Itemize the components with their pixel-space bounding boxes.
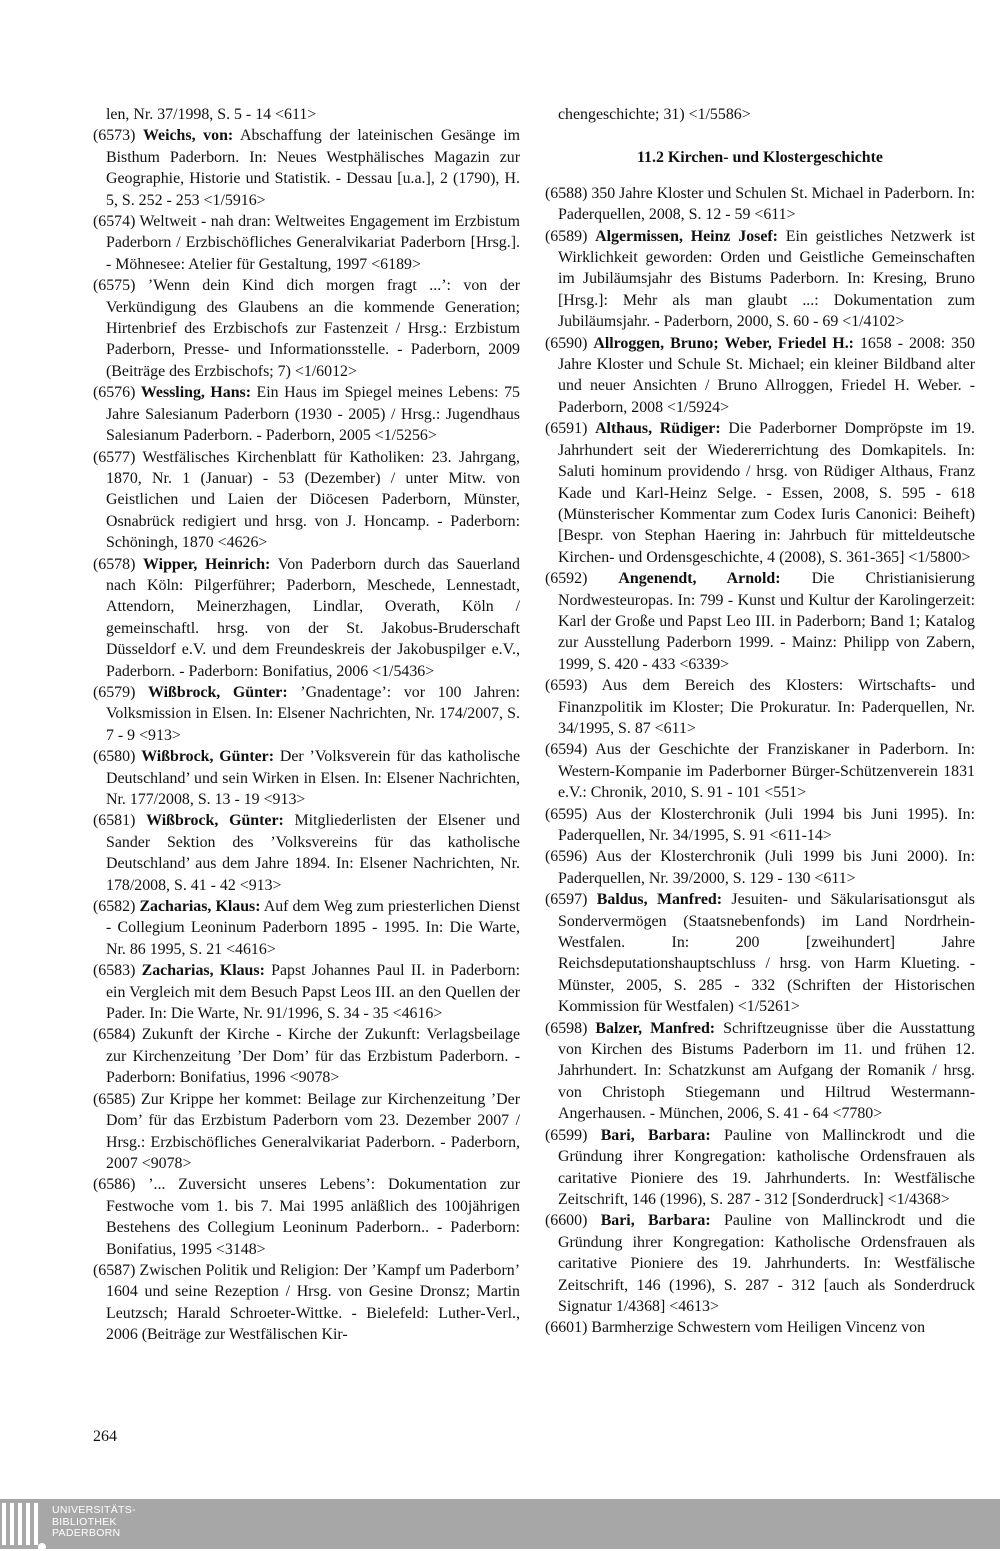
entry-text: Ein Haus im Spiegel meines Lebens: 75 Jahre Salesianum Paderborn (1930 - 2005) / Hrsg.: Jugendhaus Salesianum Paderborn. - Paderborn, 2005 <1/5256> [106,384,520,445]
entry-number: (6591) [545,420,596,438]
entry-text: ’Gnadentage’: vor 100 Jahren: Volksmission in Elsen. In: Elsener Nachrichten, Nr. 174/2007, S. 7 - 9 <913> [106,683,520,744]
entry-number: (6597) [545,891,597,909]
bibliography-entry [545,739,975,803]
bibliography-entry [93,1024,520,1088]
entry-text: Ein geistliches Netzwerk ist Wirklichkeit geworden: Orden und Geistliche Gemeinschaften im Jubiläumsjahr des Bistums Paderborn. In: Kresing, Bruno [Hrsg.]: Mehr als man glaubt ...: Dokumentation zum Jubiläumsjahr. - Paderborn, 2000, S. 60 - 69 <1/4102> [558,227,975,331]
library-name [52,1505,136,1540]
bibliography-entry [545,1125,975,1211]
entry-number: (6595) [545,805,596,823]
bibliography-entry [93,896,520,960]
bibliography-entry [545,568,975,675]
entry-number: (6578) [93,555,144,573]
entry-number: (6582) [93,898,140,916]
entry-number: (6580) [93,748,142,766]
bibliography-entry [545,418,975,568]
entry-text: Pauline von Mallinckrodt und die Gründung ihrer Kongregation: Katholische Ordensfrauen als caritative Pioniere des 19. Jahrhunderts. In: Westfälische Zeitschrift, 146 (1996), S. 287 - 312 [auch als Sonderdruck Signatur 1/4368] <4613> [558,1212,975,1315]
entry-text: Papst Johannes Paul II. in Paderborn: ein Vergleich mit dem Besuch Papst Leos III. an den Quellen der Pader. In: Die Warte, Nr. 91/1996, S. 34 - 35 <4616> [106,962,520,1023]
right-entries [545,183,975,1339]
entry-text: 350 Jahre Kloster und Schulen St. Michael in Paderborn. In: Paderquellen, 2008, S. 12 - 59 <611> [558,184,975,224]
left-entries [93,125,520,1345]
entry-text: Die Christianisierung Nordwesteuropas. In: 799 - Kunst und Kultur der Karolingerzeit: Karl der Große und Papst Leo III. in Paderborn; Band 1; Katalog zur Ausstellung Paderborn 1999. - Mainz: Philipp von Zabern, 1999, S. 420 - 433 <6339> [558,570,976,673]
entry-author: Wißbrock, Günter: [146,812,284,830]
entry-text: ’Wenn dein Kind dich morgen fragt ...’: von der Verkündigung des Glaubens an die kommende Generation; Hirtenbrief des Erzbischofs zur Fastenzeit / Hrsg.: Erzbistum Paderborn, Presse- und Informationsstelle. - Paderborn, 2009 (Beiträge des Erzbischofs; 7) <1/6012> [106,277,520,380]
entry-author: Bari, Barbara: [600,1212,711,1230]
entry-text: Aus der Klosterchronik (Juli 1999 bis Juni 2000). In: Paderquellen, Nr. 39/2000, S. 129 - 130 <611> [558,848,975,887]
entry-text: Zwischen Politik und Religion: Der ’Kampf um Paderborn’ 1604 und seine Rezeption / Hrsg. von Gesine Dronsz; Martin Leutzsch; Harald Schroeter-Wittke. - Bielefeld: Luther-Verl., 2006 (Beiträge zur Westfälischen Kir- [106,1261,520,1344]
entry-author: Weichs, von: [143,127,234,145]
bibliography-entry [93,125,520,211]
entry-text: Schriftzeugnisse über die Ausstattung von Kirchen des Bistums Paderborn im 11. und frühen 12. Jahrhundert. In: Schatzkunst am Aufgang der Romanik / hrsg. von Christoph Stiegemann und Hiltrud Westermann-Angerhausen. - München, 2006, S. 41 - 64 <7780> [558,1019,975,1123]
entry-number: (6583) [93,962,142,980]
library-name-line1: UNIVERSITÄTS- [52,1504,136,1516]
entry-author: Althaus, Rüdiger: [595,420,721,438]
entry-author: Wißbrock, Günter: [148,683,288,701]
entry-text: Von Paderborn durch das Sauerland nach Köln: Pilgerführer; Paderborn, Meschede, Lennestadt, Attendorn, Meinerzhagen, Lindlar, Overath, Köln / gemeinschaftl. hrsg. von der St. Jakobus-Bruderschaft Düsseldorf e.V. und dem Freundeskreis der Jakobuspilger e.V., Paderborn. - Paderborn: Bonifatius, 2006 <1/5436> [106,555,521,680]
entry-number: (6575) [93,277,148,295]
bibliography-entry [93,1174,520,1260]
entry-text: Weltweit - nah dran: Weltweites Engagement im Erzbistum Paderborn / Erzbischöfliches Generalvikariat Paderborn [Hrsg.]. - Möhnesee: Atelier für Gestaltung, 1997 <6189> [106,213,520,273]
bibliography-entry [93,810,520,896]
bibliography-entry [93,275,520,382]
section-heading: 11.2 Kirchen- und Klostergeschichte [636,149,883,167]
entry-text: Aus der Geschichte der Franziskaner in Paderborn. In: Western-Kompanie im Paderborner Bürger-Schützenverein 1831 e.V.: Chronik, 2010, S. 91 - 101 <551> [558,741,975,802]
entry-number: (6573) [93,127,144,145]
library-name-line2: BIBLIOTHEK [52,1515,117,1528]
entry-text: Mitgliederlisten der Elsener und Sander Sektion des ’Volksvereins für das katholische Deutschland’ aus dem Jahre 1894. In: Elsener Nachrichten, Nr. 178/2008, S. 41 - 42 <913> [106,812,520,894]
bibliography-entry [545,333,975,419]
bibliography-entry [545,183,975,226]
entry-author: Bari, Barbara: [600,1126,711,1144]
bibliography-entry [93,1089,520,1175]
entry-number: (6600) [545,1212,601,1230]
entry-number: (6579) [93,683,149,701]
entry-author: Allroggen, Bruno; Weber, Friedel H.: [593,334,854,352]
continuation-text: len, Nr. 37/1998, S. 5 - 14 <611> [106,106,317,123]
entry-author: Algermissen, Heinz Josef: [595,227,778,245]
entry-author: Zacharias, Klaus: [141,962,265,980]
entry-number: (6585) [93,1090,141,1108]
entry-text: Abschaffung der lateinischen Gesänge im Bisthum Paderborn. In: Neues Westphälisches Magazin zur Geographie, Historie und Statistik. - Dessau [u.a.], 2 (1790), H. 5, S. 252 - 253 <1/5916> [106,127,520,209]
entry-number: (6594) [545,741,596,759]
bibliography-entry [545,1317,975,1338]
bibliography-entry [545,846,975,889]
entry-number: (6598) [545,1019,596,1037]
entry-text: Zukunft der Kirche - Kirche der Zukunft: Verlagsbeilage zur Kirchenzeitung ’Der Dom’ für das Erzbistum Paderborn. - Paderborn: Bonifatius, 1996 <9078> [106,1026,521,1087]
entry-author: Wessling, Hans: [140,384,252,402]
page-number: 264 [93,1428,117,1445]
entry-text: Westfälisches Kirchenblatt für Katholiken: 23. Jahrgang, 1870, Nr. 1 (Januar) - 53 (Dezember) / unter Mitw. von Geistlichen und Laien der Diöcesen Paderborn, Münster, Osnabrück redigiert und hrsg. von J. Honcamp. - Paderborn: Schöningh, 1870 <4626> [106,448,520,552]
left-column [93,104,520,1346]
entry-number: (6577) [93,448,143,466]
entry-number: (6576) [93,384,141,402]
entry-text: Die Paderborner Domprӧpste im 19. Jahrhundert seit der Wiedererrichtung des Domkapitels. In: Saluti hominum providendo / hrsg. von Rüdiger Althaus, Franz Kade und Karl-Heinz Selge. - Essen, 2008, S. 595 - 618 (Münsterischer Kommentar zum Codex Iuris Canonici: Beiheft) [Bespr. von Stephan Haering in: Jahrbuch für mitteldeutsche Kirchen- und Ordensgeschichte, 4 (2008), S. 361-365] <1/5800> [558,420,975,566]
entry-text: ’... Zuversicht unseres Lebens’: Dokumentation zur Festwoche vom 1. bis 7. Mai 1995 anläßlich des 100jährigen Bestehens des Collegium Leoninum Paderborn.. - Paderborn: Bonifatius, 1995 <3148> [106,1176,520,1258]
bibliography-entry [545,675,975,739]
entry-text: Barmherzige Schwestern vom Heiligen Vincenz von [591,1319,926,1337]
entry-number: (6581) [93,812,147,830]
entry-number: (6593) [545,677,602,695]
entry-text: Jesuiten- und Säkularisationsgut als Sondervermӧgen (Staatsnebenfonds) im Land Nordrhein-Westfalen. In: 200 [zweihundert] Jahre Reichsdeputationshauptschluss / hrsg. von Harm Klueting. - Münster, 2005, S. 285 - 332 (Schriften der Historischen Kommission für Westfalen) <1/5261> [558,891,975,1016]
entry-author: Baldus, Manfred: [596,891,722,909]
bibliography-entry [93,682,520,746]
entry-number: (6599) [545,1126,601,1144]
entry-number: (6574) [93,213,140,231]
entry-text: Aus der Klosterchronik (Juli 1994 bis Juni 1995). In: Paderquellen, Nr. 34/1995, S. 91 <611-14> [558,805,975,844]
bibliography-entry [93,746,520,810]
entry-text: Auf dem Weg zum priesterlichen Dienst - Collegium Leoninum Paderborn 1895 - 1995. In: Die Warte, Nr. 86 1995, S. 21 <4616> [106,898,520,958]
library-logo-icon [2,1503,46,1549]
right-column [545,104,975,1339]
entry-number: (6589) [545,227,596,245]
bibliography-entry [545,1018,975,1125]
entry-number: (6601) [545,1319,592,1337]
entry-number: (6596) [545,848,596,866]
entry-number: (6592) [545,570,619,588]
entry-number: (6586) [93,1176,149,1194]
entry-number: (6588) [545,184,592,202]
bibliography-entry [545,226,975,333]
entry-text: 1658 - 2008: 350 Jahre Kloster und Schule St. Michael; ein kleiner Bildband alter und neuer Ansichten / Bruno Allroggen, Friedel H. Weber. - Paderborn, 2008 <1/5924> [558,334,975,416]
bibliography-entry [93,211,520,275]
entry-text: Der ’Volksverein für das katholische Deutschland’ und sein Wirken in Elsen. In: Elsener Nachrichten, Nr. 177/2008, S. 13 - 19 <913> [106,748,521,808]
entry-author: Angenendt, Arnold: [618,570,781,588]
entry-author: Wipper, Heinrich: [143,555,271,573]
library-name-line3: PADERBORN [52,1527,121,1539]
library-footer [0,1499,1000,1549]
entry-author: Balzer, Manfred: [595,1019,716,1037]
entry-text: Aus dem Bereich des Klosters: Wirtschafts- und Finanzpolitik im Kloster; Die Prokuratur. In: Paderquellen, Nr. 34/1995, S. 87 <611> [558,677,975,737]
bibliography-entry [545,804,975,847]
bibliography-entry [93,382,520,446]
bibliography-entry [93,447,520,554]
bibliography-entry [93,1260,520,1346]
entry-number: (6590) [545,334,594,352]
entry-number: (6584) [93,1026,142,1044]
entry-author: Wißbrock, Günter: [141,748,275,766]
bibliography-entry [93,554,520,682]
bibliography-entry [93,960,520,1024]
entry-author: Zacharias, Klaus: [139,898,261,916]
entry-text: Pauline von Mallinckrodt und die Gründung ihrer Kongregation: katholische Ordensfrauen als caritative Pioniere des 19. Jahrhunderts. In: Westfälische Zeitschrift, 146 (1996), S. 287 - 312 [Sonderdruck] <1/4368> [558,1126,975,1208]
continuation-text: chengeschichte; 31) <1/5586> [558,106,751,123]
entry-text: Zur Krippe her kommet: Beilage zur Kirchenzeitung ’Der Dom’ für das Erzbistum Paderborn vom 23. Dezember 2007 / Hrsg.: Erzbischöfliches Generalvikariat Paderborn. - Paderborn, 2007 <9078> [106,1090,520,1172]
bibliography-entry [545,1210,975,1317]
entry-number: (6587) [93,1261,140,1279]
bibliography-entry [545,889,975,1017]
